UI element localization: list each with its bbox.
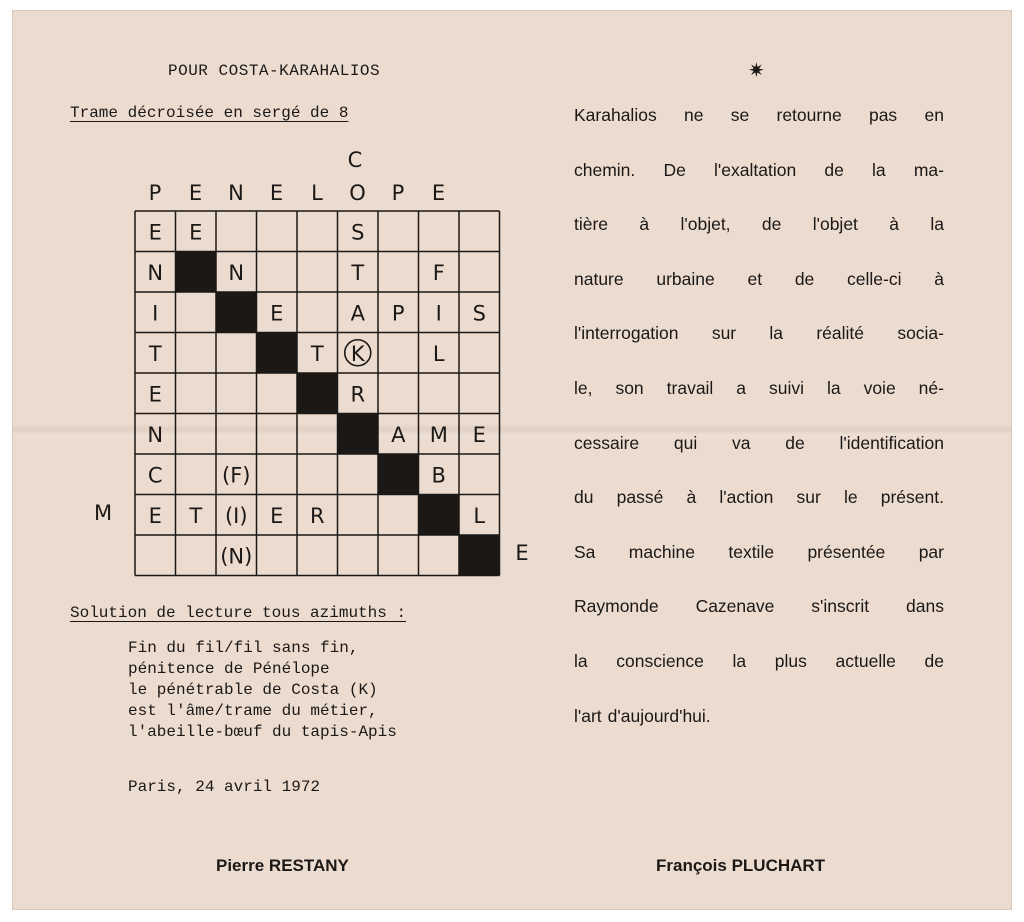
- top-word-letter: L: [311, 181, 323, 205]
- essay-line: cessaire qui va de l'identification: [574, 432, 944, 453]
- grid-cell-letter: E: [148, 382, 162, 407]
- grid-cell-letter: N: [147, 422, 164, 447]
- grid-black-cell: [297, 373, 338, 414]
- asterisk-ornament: ✷: [748, 60, 765, 82]
- essay-line: Karahalios ne se retourne pas en: [574, 105, 944, 125]
- grid-cell-letter: R: [350, 382, 366, 407]
- grid-cell-letter: C: [147, 463, 163, 488]
- grid-cell-letter: K: [350, 341, 365, 366]
- grid-cell-letter: N: [228, 260, 245, 285]
- grid-cell-letter: T: [351, 260, 365, 285]
- grid-black-cell: [216, 292, 257, 333]
- grid-cell-letter: (I): [224, 503, 248, 528]
- left-outside-letter: M: [93, 501, 113, 525]
- grid-cell-letter: E: [148, 220, 162, 245]
- grid-cell-letter: T: [310, 341, 324, 366]
- grid-black-cell: [338, 414, 379, 455]
- grid-cell-letter: L: [432, 341, 445, 366]
- grid-cell-letter: E: [270, 503, 284, 528]
- grid-black-cell: [459, 535, 500, 576]
- grid-cell-letter: E: [148, 503, 162, 528]
- top-word-letter: E: [188, 181, 203, 205]
- grid-cell-letter: (F): [222, 463, 251, 488]
- essay-line: nature urbaine et de celle-ci à: [574, 268, 944, 289]
- essay-line: l'interrogation sur la réalité socia-: [574, 323, 944, 344]
- grid-cell-letter: M: [429, 422, 448, 447]
- essay-line: le, son travail a suivi la voie né-: [574, 377, 944, 398]
- essay-line: Sa machine textile présentée par: [574, 541, 944, 562]
- essay-line: tière à l'objet, de l'objet à la: [574, 214, 944, 235]
- grid-cell-letter: I: [435, 301, 442, 326]
- grid-cell-letter: A: [391, 422, 406, 447]
- author-restany: Pierre RESTANY: [216, 856, 349, 875]
- top-word-letter: P: [148, 181, 162, 205]
- solution-poem: [128, 638, 397, 743]
- essay-line: la conscience la plus actuelle de: [574, 650, 944, 671]
- top-word-letter: P: [391, 181, 405, 205]
- grid-cell-letter: T: [189, 503, 203, 528]
- grid-cell-letter: I: [152, 301, 159, 326]
- essay-line: du passé à l'action sur le présent.: [574, 487, 944, 508]
- place-date: Paris, 24 avril 1972: [128, 778, 321, 796]
- essay-text: [574, 88, 944, 743]
- poem-line: Fin du fil/fil sans fin,: [128, 639, 359, 657]
- essay-line: chemin. De l'exaltation de la ma-: [574, 159, 944, 180]
- poem-line: le pénétrable de Costa (K): [128, 681, 378, 699]
- solution-heading: Solution de lecture tous azimuths :: [70, 604, 407, 622]
- grid-cell-letter: P: [391, 301, 405, 326]
- grid-cell-letter: L: [473, 503, 486, 528]
- grid-cell-letter: A: [350, 301, 365, 326]
- grid-cell-letter: N: [147, 260, 164, 285]
- poem-line: est l'âme/trame du métier,: [128, 702, 378, 720]
- poem-line: l'abeille-bœuf du tapis-Apis: [128, 723, 397, 741]
- grid-cell-letter: R: [309, 503, 325, 528]
- grid-cell-letter: F: [432, 260, 445, 285]
- grid-cell-letter: S: [472, 301, 486, 326]
- grid-black-cell: [257, 333, 298, 374]
- dedication-title: POUR COSTA-KARAHALIOS: [168, 62, 381, 80]
- grid-cell-letter: (N): [220, 544, 253, 569]
- top-word-letter: N: [228, 181, 244, 205]
- essay-line: Raymonde Cazenave s'inscrit dans: [574, 596, 944, 617]
- grid-caption: Trame décroisée en sergé de 8: [70, 104, 349, 122]
- grid-black-cell: [176, 252, 217, 293]
- grid-black-cell: [419, 495, 460, 536]
- above-letter: C: [347, 148, 363, 172]
- grid-cell-letter: B: [431, 463, 446, 488]
- top-word-letter: O: [349, 181, 366, 205]
- grid-cell-letter: E: [270, 301, 284, 326]
- grid-cell-letter: T: [148, 341, 162, 366]
- grid-cell-letter: E: [472, 422, 486, 447]
- author-pluchart: François PLUCHART: [656, 856, 826, 875]
- grid-cell-letter: E: [189, 220, 203, 245]
- poem-line: pénitence de Pénélope: [128, 660, 330, 678]
- top-word-letter: E: [269, 181, 284, 205]
- essay-line: l'art d'aujourd'hui.: [574, 705, 711, 726]
- grid-black-cell: [378, 454, 419, 495]
- right-outside-letter: E: [515, 541, 529, 565]
- top-word-letter: E: [431, 181, 446, 205]
- grid-cell-letter: S: [351, 220, 365, 245]
